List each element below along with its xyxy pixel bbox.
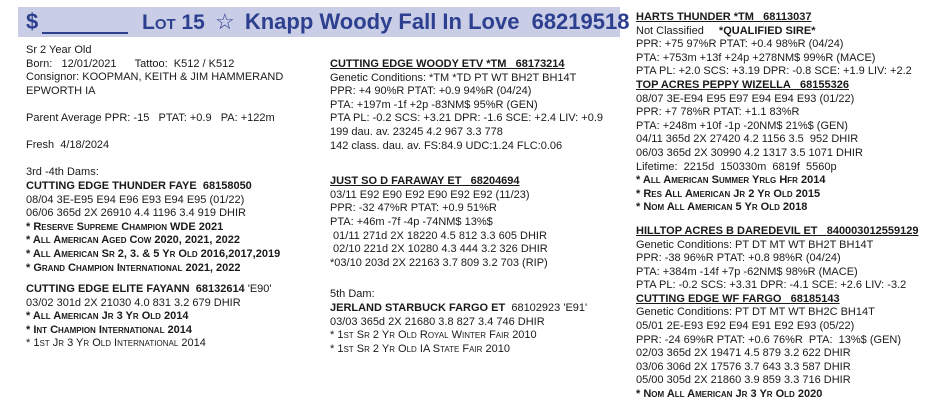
mgd-line: 08/07 3E-E94 E95 E97 E94 E94 E93 (01/22) (636, 92, 855, 105)
mgd-award: * Res All American Jr 2 Yr Old 2015 (636, 187, 821, 200)
dod-reg: 68185143 (790, 292, 840, 305)
mgs-line: PPR: +75 97%R PTAT: +0.4 98%R (04/24) (636, 38, 844, 51)
dam4-record: 03/02 301d 2X 21030 4.0 831 3.2 679 DHIR (26, 296, 241, 309)
lot-label: Lot 15 (142, 11, 205, 34)
dam5-award: * 1st Sr 2 Yr Old IA State Fair 2010 (330, 342, 510, 355)
dam3-award: * All American Aged Cow 2020, 2021, 2022 (26, 234, 240, 247)
dod-line: 03/06 306d 2X 17576 3.7 643 3.3 587 DHIR (636, 360, 851, 373)
sire-line: PPR: +4 90%R PTAT: +0.9 94%R (04/24) (330, 85, 532, 98)
mgd-award: * All American Summer Yrlg Hfr 2014 (636, 174, 826, 187)
dam4-heading (26, 283, 283, 297)
star-icon: ☆ (214, 9, 235, 34)
info-line: 3rd -4th Dams: (26, 166, 99, 179)
sod-heading (636, 225, 918, 239)
mgd-line: PPR: +7 78%R PTAT: +1.1 83%R (636, 106, 800, 119)
dam3-reg: 68158050 (202, 179, 252, 192)
dam3-name: CUTTING EDGE THUNDER FAYE (26, 179, 197, 192)
sod-line: PTA PL: -0.2 SCS: +3.31 DPR: -4.1 SCE: +2.6 LIV: -3.2 (636, 279, 907, 292)
dam5-record: 03/03 365d 2X 21680 3.8 827 3.4 746 DHIR (330, 315, 545, 328)
info-line (26, 126, 283, 140)
sire-reg: 68173214 (515, 58, 565, 70)
info-line: EPWORTH IA (26, 84, 96, 97)
dam-line: 03/11 E92 E90 E92 E90 E92 E92 (11/23) (330, 188, 530, 201)
sod-name: HILLTOP ACRES B DAREDEVIL ET (636, 224, 818, 237)
lot-title (142, 7, 629, 38)
dam3-heading (26, 180, 283, 194)
dam-heading (330, 175, 603, 189)
dam5-heading (330, 302, 603, 316)
dam5-reg: 68102923 (511, 301, 561, 314)
dod-heading (636, 293, 918, 307)
mgs-class: Not Classified (636, 24, 704, 37)
dam4-award: * Int Champion International 2014 (26, 323, 192, 336)
mgd-reg: 68155326 (800, 78, 849, 91)
dod-line: PPR: -24 69%R PTAT: +0.6 76%R PTA: 13%$ (GEN) (636, 333, 902, 346)
info-line (26, 98, 283, 112)
price-dollar-sign: $ (26, 9, 39, 34)
dod-award: * Nom All American Jr 3 Yr Old 2020 (636, 388, 823, 401)
sire-line: 142 class. dau. av. FS:84.9 UDC:1.24 FLC:0.06 (330, 139, 563, 152)
mgs-heading (636, 11, 918, 25)
sire-name: CUTTING EDGE WOODY ETV *TM (330, 58, 507, 70)
info-line: Sr 2 Year Old (26, 44, 92, 56)
dod-name: CUTTING EDGE WF FARGO (636, 292, 782, 305)
mgd-line: 06/03 365d 2X 30990 4.2 1317 3.5 1071 DHIR (636, 146, 863, 159)
sod-line: PTA: +384m -14f +7p -62NM$ 98%R (MACE) (636, 265, 858, 278)
sire-line: 199 dau. av. 23245 4.2 967 3.3 778 (330, 125, 503, 138)
sire-line: PTA: +197m -1f +2p -83NM$ 95%R (GEN) (330, 98, 538, 111)
dam4-name: CUTTING EDGE ELITE FAYANN (26, 283, 190, 296)
info-line (26, 153, 283, 167)
sod-line: PPR: -38 96%R PTAT: +0.8 98%R (04/24) (636, 252, 841, 265)
dod-line: 05/01 2E-E93 E92 E94 E91 E92 E93 (05/22) (636, 320, 855, 333)
dam-line: PTA: +46m -7f -4p -74NM$ 13%$ (330, 215, 493, 228)
dam3-record: 08/04 3E-E95 E94 E96 E93 E94 E95 (01/22) (26, 193, 245, 206)
dam5-award: * 1st Sr 2 Yr Old Royal Winter Fair 2010 (330, 329, 537, 342)
info-line: Consignor: KOOPMAN, KEITH & JIM HAMMERAND (26, 71, 284, 84)
dod-line: 05/00 305d 2X 21860 3.9 859 3.3 716 DHIR (636, 374, 851, 387)
info-line: Born: 12/01/2021 Tattoo: K512 / K512 (26, 57, 235, 70)
sire-heading (330, 58, 603, 72)
mgd-line: PTA: +248m +10f -1p -20NM$ 21%$ (GEN) (636, 119, 848, 132)
dam-reg: 68204694 (470, 175, 520, 188)
mgd-heading (636, 79, 918, 93)
mgs-line: PTA PL: +2.0 SCS: +3.19 DPR: -0.8 SCE: +1.9 LIV: +2.2 (636, 65, 912, 78)
dam3-record: 06/06 365d 2X 26910 4.4 1196 3.4 919 DHIR (26, 207, 246, 220)
dam4-award: * All American Jr 3 Yr Old 2014 (26, 310, 189, 323)
dam5-score: 'E91' (560, 301, 588, 314)
mgd-line: Lifetime: 2215d 150330m 6819f 5560p (636, 160, 837, 173)
animal-name: Knapp Woody Fall In Love (244, 9, 520, 34)
info-line: Fresh 4/18/2024 (26, 139, 110, 152)
sire-line: Genetic Conditions: *TM *TD PT WT BH2T BH14T (330, 71, 577, 84)
dam-line: PPR: -32 47%R PTAT: +0.9 51%R (330, 202, 497, 215)
dam-line: 01/11 271d 2X 18220 4.5 812 3.3 605 DHIR (330, 229, 547, 242)
mgs-name: HARTS THUNDER *TM (636, 11, 754, 23)
mgs-classification (636, 25, 918, 39)
info-line: Parent Average PPR: -15 PTAT: +0.9 PA: +122m (26, 111, 275, 124)
sire-dam-column (330, 58, 603, 356)
dod-line: Genetic Conditions: PT DT MT WT BH2C BH14T (636, 306, 875, 319)
mgd-name: TOP ACRES PEPPY WIZELLA (636, 78, 791, 91)
qualified-sire-badge: *QUALIFIED SIRE* (718, 24, 816, 37)
price-blank-line[interactable] (42, 32, 128, 34)
dam-name: JUST SO D FARAWAY ET (330, 175, 462, 188)
dam4-reg: 68132614 (195, 283, 245, 296)
dam5-label: 5th Dam: (330, 288, 375, 301)
lot-info-column (26, 44, 283, 351)
mgs-line: PTA: +753m +13f +24p +278NM$ 99%R (MACE) (636, 51, 876, 64)
mgd-award: * Nom All American 5 Yr Old 2018 (636, 201, 808, 214)
registration-number: 68219518 (531, 9, 630, 34)
dam-line: 02/10 221d 2X 10280 4.3 444 3.2 326 DHIR (330, 243, 548, 256)
dod-line: 02/03 365d 2X 19471 4.5 879 3.2 622 DHIR (636, 347, 851, 360)
dam3-award: * All American Sr 2, 3. & 5 Yr Old 2016,2017,2019 (26, 247, 281, 260)
mgs-reg: 68113037 (763, 11, 812, 23)
dam5-name: JERLAND STARBUCK FARGO ET (330, 301, 506, 314)
dam4-award: * 1st Jr 3 Yr Old International 2014 (26, 337, 206, 350)
pedigree-column (636, 11, 918, 402)
sod-line: Genetic Conditions: PT DT MT WT BH2T BH14T (636, 238, 874, 251)
sod-reg: 840003012559129 (826, 224, 919, 237)
mgd-line: 04/11 365d 2X 27420 4.2 1156 3.5 952 DHIR (636, 133, 859, 146)
dam3-award: * Grand Champion International 2021, 2022 (26, 261, 241, 274)
dam3-award: * Reserve Supreme Champion WDE 2021 (26, 220, 224, 233)
dam-line: *03/10 203d 2X 22163 3.7 809 3.2 703 (RIP) (330, 256, 548, 269)
dam4-score: 'E90' (244, 283, 272, 296)
sire-line: PTA PL: -0.2 SCS: +3.21 DPR: -1.6 SCE: +2.4 LIV: +0.9 (330, 112, 604, 125)
